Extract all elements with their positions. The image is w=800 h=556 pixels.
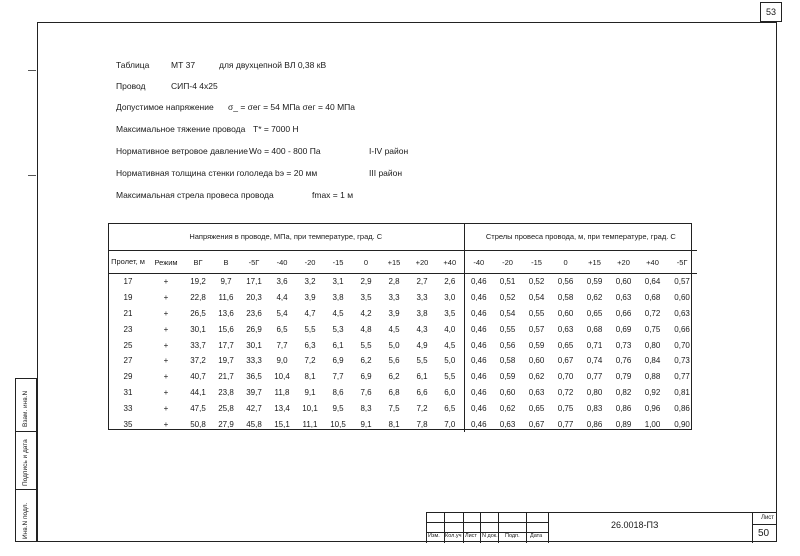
stamp-rule	[752, 524, 777, 525]
stress-cell: 17,1	[246, 277, 262, 287]
sag-cell: 0,63	[615, 293, 632, 303]
stress-cell: 4,5	[436, 337, 464, 353]
stamp-divider	[548, 513, 549, 543]
stress-cell: 7,2	[304, 356, 316, 366]
wire-value: СИП-4 4х25	[171, 81, 218, 91]
stamp-col-kol: Кол.уч	[445, 533, 462, 539]
sag-cell: 0,75	[644, 324, 661, 334]
stress-cell: 50,8	[190, 419, 206, 429]
sag-cell: 0,62	[499, 403, 516, 413]
stress-cell: 6,9	[360, 372, 372, 382]
sag-cell: 0,74	[586, 356, 603, 366]
stamp-divider	[426, 513, 427, 543]
corner-page-number: 53	[760, 2, 782, 22]
sag-cell: 0,67	[528, 419, 545, 429]
mode-cell: +	[163, 372, 169, 382]
sag-cell: 0,65	[557, 340, 574, 350]
sag-cell: 0,46	[471, 372, 487, 382]
stress-cell: 10,5	[330, 419, 346, 429]
table-row	[108, 353, 697, 369]
stress-cell: 7,7	[332, 372, 344, 382]
stress-cell: 6,2	[388, 372, 400, 382]
sag-cell: 0,79	[615, 372, 632, 382]
sag-cell: 0,63	[674, 308, 690, 318]
stress-cell: 4,5	[332, 308, 344, 318]
stress-cell: 5,5	[416, 356, 428, 366]
sag-cell: 0,60	[499, 387, 516, 397]
table-row	[108, 400, 697, 416]
stamp-divider	[480, 513, 481, 543]
sag-cell: 0,65	[528, 403, 545, 413]
stress-cell: 2,7	[416, 277, 428, 287]
sag-cell: 0,86	[615, 403, 632, 413]
inv-orig-label: Инв.N подл.	[22, 502, 29, 539]
wire-label: Провод	[116, 81, 146, 91]
stress-cell: 5,5	[436, 369, 464, 385]
ice-thickness-label: Нормативная толщина стенки гололеда	[116, 168, 273, 178]
stress-sag-table	[108, 223, 697, 432]
stress-cell: 3,3	[416, 293, 428, 303]
title-stamp	[426, 512, 777, 542]
sag-cell: 0,81	[674, 387, 690, 397]
stress-cell: 10,1	[302, 403, 318, 413]
sag-cell: 0,46	[471, 387, 487, 397]
table-row	[108, 321, 697, 337]
mode-cell: +	[163, 308, 169, 318]
stress-cell: 8,3	[360, 403, 372, 413]
max-sag-value: fmax = 1 м	[312, 190, 354, 200]
span-cell: 31	[123, 387, 133, 397]
stress-col-header: В	[212, 251, 240, 274]
stress-cell: 36,5	[246, 372, 262, 382]
stress-cell: 3,2	[304, 277, 316, 287]
stress-col-header: -20	[296, 251, 324, 274]
stress-cell: 6,1	[416, 372, 428, 382]
stress-cell: 2,6	[436, 274, 464, 290]
ice-region: III район	[369, 168, 403, 178]
stress-cell: 9,5	[332, 403, 344, 413]
stress-cell: 11,6	[218, 293, 234, 303]
stress-cell: 3,8	[416, 308, 428, 318]
stress-cell: 33,7	[190, 340, 206, 350]
span-cell: 35	[123, 419, 133, 429]
stress-cell: 45,8	[246, 419, 262, 429]
margin-cell-sign	[16, 431, 36, 490]
table-desc: для двухцепной ВЛ 0,38 кВ	[219, 60, 327, 70]
stress-cell: 13,4	[274, 403, 290, 413]
stress-cell: 4,7	[304, 308, 316, 318]
sag-cell: 0,88	[644, 372, 661, 382]
stress-cell: 5,5	[360, 340, 372, 350]
stress-cell: 7,6	[360, 387, 372, 397]
sag-group-header: Стрелы провеса провода, м, при температуре, град. С	[464, 223, 697, 251]
mode-header: Режим	[148, 251, 184, 274]
stress-cell: 6,3	[304, 340, 316, 350]
sag-cell: 0,60	[528, 356, 545, 366]
sag-cell: 0,73	[674, 356, 690, 366]
stress-cell: 23,8	[218, 387, 234, 397]
stress-cell: 7,5	[388, 403, 400, 413]
table-id: МТ 37	[171, 60, 196, 70]
sheet-label: Лист	[761, 515, 775, 521]
sag-cell: 0,55	[528, 308, 545, 318]
stress-cell: 22,8	[190, 293, 206, 303]
sag-cell: 0,80	[586, 387, 603, 397]
stress-cell: 10,4	[274, 372, 290, 382]
sag-cell: 0,82	[615, 387, 632, 397]
stress-cell: 17,7	[218, 340, 234, 350]
margin-strip	[15, 378, 37, 542]
sag-cell: 0,71	[586, 340, 603, 350]
stress-cell: 4,2	[360, 308, 372, 318]
sag-cell: 0,54	[499, 308, 516, 318]
stress-cell: 4,5	[388, 324, 400, 334]
table-label: Таблица	[116, 60, 150, 70]
stress-cell: 30,1	[246, 340, 262, 350]
mode-cell: +	[163, 356, 169, 366]
stress-cell: 6,5	[436, 400, 464, 416]
stress-col-header: ВГ	[184, 251, 212, 274]
mode-cell: +	[163, 387, 169, 397]
stress-cell: 3,9	[304, 293, 316, 303]
stress-cell: 27,9	[218, 419, 234, 429]
span-cell: 19	[123, 293, 133, 303]
stress-cell: 23,6	[246, 308, 262, 318]
stress-cell: 3,0	[436, 290, 464, 306]
sag-cell: 0,73	[615, 340, 632, 350]
stress-cell: 19,7	[218, 356, 234, 366]
sag-cell: 0,72	[644, 308, 661, 318]
stress-cell: 20,3	[246, 293, 262, 303]
stress-cell: 9,1	[360, 419, 372, 429]
sag-cell: 0,86	[674, 403, 690, 413]
margin-cell-inv-repl	[16, 379, 36, 432]
stress-cell: 44,1	[190, 387, 206, 397]
stress-cell: 3,8	[332, 293, 344, 303]
sag-cell: 0,54	[528, 293, 545, 303]
stress-cell: 7,8	[416, 419, 428, 429]
stress-cell: 26,5	[190, 308, 206, 318]
sag-cell: 0,46	[471, 340, 487, 350]
stress-cell: 3,6	[276, 277, 288, 287]
sag-cell: 0,58	[499, 356, 516, 366]
table-row	[108, 274, 697, 290]
stress-col-header: 0	[352, 251, 380, 274]
span-cell: 27	[123, 356, 133, 366]
sag-cell: 0,46	[471, 356, 487, 366]
sag-cell: 0,77	[557, 419, 574, 429]
sag-cell: 0,64	[644, 277, 661, 287]
margin-cell-inv-orig	[16, 489, 36, 541]
stress-cell: 4,0	[436, 321, 464, 337]
stress-cell: 4,9	[416, 340, 428, 350]
stress-cell: 42,7	[246, 403, 262, 413]
sign-date-label: Подпись и дата	[22, 439, 29, 486]
sag-cell: 0,58	[557, 293, 574, 303]
sag-cell: 0,59	[528, 340, 545, 350]
sag-cell: 0,70	[674, 340, 690, 350]
sag-cell: 0,86	[586, 419, 603, 429]
sag-cell: 0,46	[471, 293, 487, 303]
allowed-stress-label: Допустимое напряжение	[116, 102, 214, 112]
sag-cell: 0,46	[471, 308, 487, 318]
stress-cell: 5,4	[276, 308, 288, 318]
sag-col-header: +40	[638, 251, 667, 274]
sag-cell: 0,60	[615, 277, 632, 287]
sag-col-header: -20	[493, 251, 522, 274]
sag-cell: 0,62	[586, 293, 603, 303]
sag-cell: 0,56	[557, 277, 574, 287]
span-header: Пролет, м	[108, 251, 148, 274]
sag-cell: 0,60	[557, 308, 574, 318]
document-code: 26.0018-ПЗ	[611, 520, 659, 530]
stress-cell: 6,1	[332, 340, 344, 350]
stress-col-header: +40	[436, 251, 464, 274]
table-row	[108, 385, 697, 401]
stamp-divider	[463, 513, 464, 543]
stress-col-header: -5Г	[240, 251, 268, 274]
sag-cell: 0,92	[644, 387, 661, 397]
stress-cell: 2,8	[388, 277, 400, 287]
stress-cell: 40,7	[190, 372, 206, 382]
sag-cell: 0,68	[586, 324, 603, 334]
sag-cell: 0,68	[644, 293, 661, 303]
sag-cell: 0,63	[557, 324, 574, 334]
span-cell: 25	[123, 340, 133, 350]
sag-cell: 0,83	[586, 403, 603, 413]
stress-cell: 7,0	[436, 416, 464, 432]
sag-cell: 0,67	[557, 356, 574, 366]
table-row	[108, 337, 697, 353]
table-row	[108, 369, 697, 385]
sag-cell: 0,56	[499, 340, 516, 350]
sag-cell: 0,59	[586, 277, 603, 287]
sag-cell: 0,51	[499, 277, 516, 287]
stress-cell: 21,7	[218, 372, 234, 382]
stress-cell: 6,8	[388, 387, 400, 397]
sag-cell: 0,76	[615, 356, 632, 366]
sag-cell: 0,70	[557, 372, 574, 382]
table-row	[108, 306, 697, 322]
sag-cell: 0,62	[528, 372, 545, 382]
sheet-number: 50	[758, 528, 770, 539]
allowed-stress-value: σ_ = σег = 54 МПа σег = 40 МПа	[228, 102, 356, 112]
stress-cell: 6,2	[360, 356, 372, 366]
stress-group-header: Напряжения в проводе, МПа, при температуре, град. С	[108, 223, 464, 251]
stress-cell: 7,7	[276, 340, 288, 350]
stress-cell: 8,1	[304, 372, 316, 382]
sag-cell: 0,84	[644, 356, 661, 366]
mode-cell: +	[163, 324, 169, 334]
span-cell: 21	[123, 308, 133, 318]
stress-cell: 6,9	[332, 356, 344, 366]
stress-cell: 4,3	[416, 324, 428, 334]
stress-cell: 39,7	[246, 387, 262, 397]
span-cell: 29	[123, 372, 133, 382]
sag-cell: 0,46	[471, 403, 487, 413]
stress-col-header: +20	[408, 251, 436, 274]
stress-cell: 33,3	[246, 356, 262, 366]
stress-cell: 2,9	[360, 277, 372, 287]
stress-cell: 11,8	[274, 387, 290, 397]
sag-cell: 1,00	[644, 419, 661, 429]
stamp-divider	[752, 513, 753, 543]
sag-cell: 0,89	[615, 419, 632, 429]
sag-cell: 0,60	[674, 293, 690, 303]
sag-cell: 0,55	[499, 324, 516, 334]
stress-cell: 5,0	[436, 353, 464, 369]
sag-cell: 0,63	[499, 419, 516, 429]
sag-cell: 0,80	[644, 340, 661, 350]
stress-cell: 3,3	[388, 293, 400, 303]
stress-cell: 9,7	[220, 277, 232, 287]
max-tension-label: Максимальное тяжение провода	[116, 124, 246, 134]
sag-col-header: -5Г	[667, 251, 697, 274]
sag-cell: 0,46	[471, 419, 487, 429]
stress-cell: 37,2	[190, 356, 206, 366]
sag-cell: 0,46	[471, 324, 487, 334]
sag-col-header: -15	[522, 251, 551, 274]
margin-tick	[28, 175, 36, 176]
inv-repl-label: Взам. инв.N	[22, 390, 29, 427]
stress-cell: 5,6	[388, 356, 400, 366]
span-cell: 17	[123, 277, 133, 287]
stress-cell: 11,1	[302, 419, 318, 429]
mode-cell: +	[163, 403, 169, 413]
sag-col-header: +15	[580, 251, 609, 274]
stress-cell: 3,1	[332, 277, 344, 287]
stress-cell: 15,6	[218, 324, 234, 334]
stress-cell: 7,2	[416, 403, 428, 413]
table-row	[108, 416, 697, 432]
sag-cell: 0,69	[615, 324, 632, 334]
sag-cell: 0,57	[528, 324, 545, 334]
sag-cell: 0,66	[674, 324, 690, 334]
sag-col-header: -40	[464, 251, 493, 274]
stress-cell: 5,0	[388, 340, 400, 350]
stress-cell: 6,6	[416, 387, 428, 397]
stress-cell: 5,3	[332, 324, 344, 334]
mode-cell: +	[163, 293, 169, 303]
sag-cell: 0,63	[528, 387, 545, 397]
max-tension-value: Т* = 7000 Н	[253, 124, 299, 134]
sag-cell: 0,52	[499, 293, 516, 303]
stress-cell: 19,2	[190, 277, 206, 287]
stress-cell: 25,8	[218, 403, 234, 413]
stamp-divider	[498, 513, 499, 543]
sag-cell: 0,90	[674, 419, 690, 429]
mode-cell: +	[163, 419, 169, 429]
stamp-divider	[526, 513, 527, 543]
sag-cell: 0,75	[557, 403, 574, 413]
sag-cell: 0,72	[557, 387, 574, 397]
stress-col-header: -15	[324, 251, 352, 274]
stress-cell: 26,9	[246, 324, 262, 334]
stress-cell: 6,0	[436, 385, 464, 401]
stress-cell: 3,5	[436, 306, 464, 322]
stamp-col-date: Дата	[530, 533, 543, 539]
table-row	[108, 290, 697, 306]
stress-cell: 9,0	[276, 356, 288, 366]
stamp-col-podp: Подп.	[505, 533, 520, 539]
margin-tick	[28, 70, 36, 71]
stamp-col-ndoc: N док.	[482, 533, 498, 539]
stamp-col-izm: Изм.	[428, 533, 440, 539]
stress-cell: 47,5	[190, 403, 206, 413]
sag-cell: 0,46	[471, 277, 487, 287]
stress-cell: 6,5	[276, 324, 288, 334]
sag-cell: 0,57	[674, 277, 690, 287]
max-sag-label: Максимальная стрела провеса провода	[116, 190, 274, 200]
sag-cell: 0,52	[528, 277, 545, 287]
stress-cell: 13,6	[218, 308, 234, 318]
sag-col-header: +20	[609, 251, 638, 274]
wind-pressure-label: Нормативное ветровое давление	[116, 146, 248, 156]
stamp-col-list: Лист	[465, 533, 477, 539]
span-cell: 23	[123, 324, 133, 334]
sag-col-header: 0	[551, 251, 580, 274]
stress-cell: 15,1	[274, 419, 290, 429]
stress-cell: 8,1	[388, 419, 400, 429]
stress-col-header: -40	[268, 251, 296, 274]
stress-col-header: +15	[380, 251, 408, 274]
stress-cell: 4,4	[276, 293, 288, 303]
sag-cell: 0,77	[674, 372, 690, 382]
span-cell: 33	[123, 403, 133, 413]
mode-cell: +	[163, 340, 169, 350]
stress-cell: 30,1	[190, 324, 206, 334]
stress-cell: 8,6	[332, 387, 344, 397]
wind-region: I-IV район	[369, 146, 409, 156]
stress-cell: 4,8	[360, 324, 372, 334]
stress-cell: 3,9	[388, 308, 400, 318]
sag-cell: 0,96	[644, 403, 661, 413]
mode-cell: +	[163, 277, 169, 287]
sag-cell: 0,66	[615, 308, 632, 318]
wind-pressure-value: Wо = 400 - 800 Па	[249, 146, 321, 156]
sag-cell: 0,59	[499, 372, 516, 382]
stress-cell: 9,1	[304, 387, 316, 397]
sag-cell: 0,65	[586, 308, 603, 318]
stress-cell: 5,5	[304, 324, 316, 334]
stress-cell: 3,5	[360, 293, 372, 303]
ice-thickness-value: bэ = 20 мм	[275, 168, 318, 178]
sag-cell: 0,77	[586, 372, 603, 382]
